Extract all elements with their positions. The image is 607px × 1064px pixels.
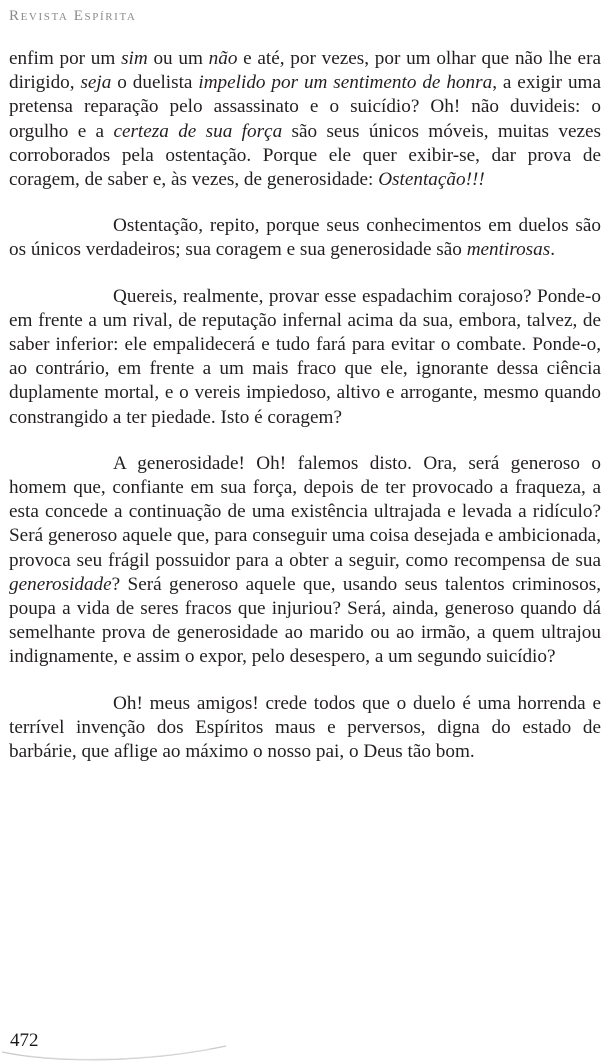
text-run: Oh! meus amigos! crede todos que o duelo é uma horrenda e terrível invenção dos Espíritos maus e perversos, digna do estado de barbárie, que aflige ao máximo o nosso pai, o Deus tão bom. <box>9 692 601 763</box>
text-run: são seus únicos móveis, muitas vezes corroborados pela ostentação. Porque ele quer exibir-se, dar prova de coragem, de saber e, às vezes, de generosidade: <box>9 120 601 191</box>
text-run: A generosidade! Oh! falemos disto. Ora, será generoso o homem que, confiante em sua força, depois de ter provocado a fraqueza, a esta concede a continuação de uma existência ultrajada e levada a ridículo? Será generoso aquele que, para conseguir uma coisa desejada e ambicionada, provoca seu frágil possuidor para a obter a seguir, como recompensa de sua <box>9 452 601 571</box>
italic-text: Ostentação!!! <box>378 169 485 191</box>
text-run: ou um <box>147 48 209 69</box>
italic-text: sim <box>121 48 148 69</box>
text-body <box>9 47 601 786</box>
italic-text: seja <box>80 72 112 94</box>
italic-text: mentirosas <box>466 239 551 261</box>
paragraph <box>9 452 601 670</box>
text-run: Quereis, realmente, provar esse espadachim corajoso? Ponde-o em frente a um rival, de reputação infernal acima da sua, embora, talvez, de saber inferior: ele empalidecerá e tudo fará para evitar o combate. Ponde-o, ao contrário, em frente a um mais fraco que ele, ignorante dessa ciência duplamente mortal, e o vereis impiedoso, altivo e arrogante, mesmo quando constrangido a ter piedade. Isto é coragem? <box>9 285 601 428</box>
text-run: ? Será generoso aquele que, usando seus talentos criminosos, poupa a vida de seres fracos que injuriou? Será, ainda, generoso quando dá semelhante prova de generosidade ao marido ou ao irmão, a quem ultrajou indignamente, e assim o expor, pelo desespero, a um segundo suicídio? <box>9 573 601 668</box>
italic-text: certeza de sua força <box>113 120 283 142</box>
italic-text: generosidade <box>9 573 112 595</box>
text-run: o duelista <box>111 72 199 94</box>
paragraph <box>9 692 601 765</box>
italic-text: impelido por um sentimento de honra <box>198 72 493 94</box>
text-run: , a exigir uma pretensa reparação pelo assassinato e o suicídio? Oh! não duvideis: o orgulho e a <box>9 72 601 142</box>
footer-swoosh-ornament <box>0 1040 230 1062</box>
italic-text: não <box>208 48 238 69</box>
page-number: 472 <box>10 1030 39 1051</box>
paragraph <box>9 47 601 192</box>
paragraph <box>9 285 601 430</box>
text-run: enfim por um <box>9 48 122 69</box>
paragraph <box>9 214 601 262</box>
text-run: . <box>550 239 555 261</box>
text-run: Ostentação, repito, porque seus conhecimentos em duelos são os únicos verdadeiros; sua coragem e sua generosidade são <box>9 215 601 261</box>
text-run: e até, por vezes, por um olhar que não lhe era dirigido, <box>9 48 601 94</box>
running-header: Revista Espírita <box>9 8 137 24</box>
